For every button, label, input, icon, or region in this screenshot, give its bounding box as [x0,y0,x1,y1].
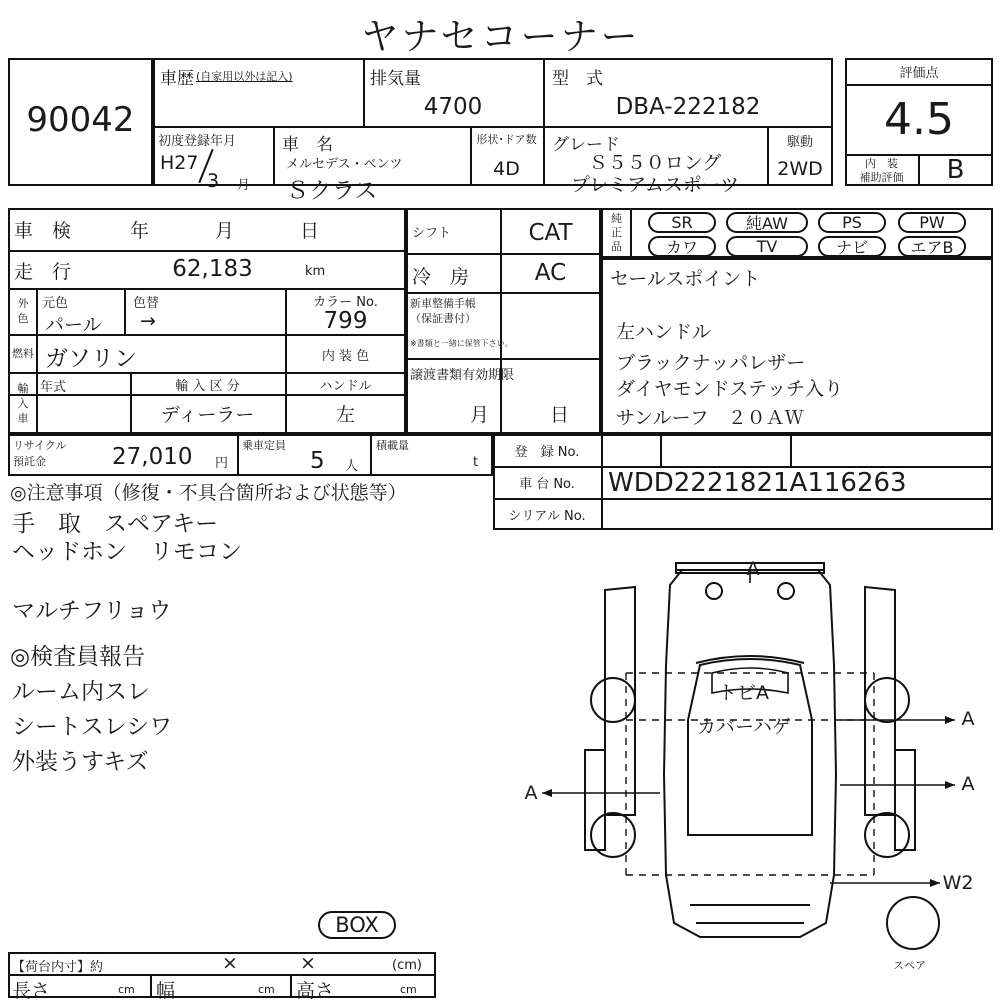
serial-no-label: シリアル No. [508,508,586,524]
first-reg-unit: 月 [237,178,251,193]
diagram-label-tobi-a: トビA [718,682,769,704]
box-badge: BOX [318,911,396,939]
bed-height-cm: cm [400,983,417,996]
grade-value-1: Ｓ５５０ロング [588,151,722,174]
service-booklet-note: ※書類と一緒に保管下さい。 [410,339,513,348]
chassis-no-label: 車 台 No. [519,476,575,492]
caution-title: ◎注意事項（修復・不具合箇所および状態等） [10,482,407,504]
bed-length-cm: cm [118,983,135,996]
caution-line-2: ヘッドホン リモコン [12,539,242,565]
diagram-mark-w2: W2 [942,872,974,894]
body-doors-label: 形状･ドア数 [476,133,537,146]
grade-label: グレード [552,135,620,155]
interior-label-1: 内 装 [865,157,898,170]
diagram-mark-a-top: A [746,558,760,580]
body-doors-value: 4D [493,158,520,180]
car-name-label: 車 名 [282,135,333,155]
spare-label: スペア [893,959,926,972]
bed-mult-2: × [300,952,316,974]
equip-pw[interactable]: PW [898,212,966,233]
mileage-label: 走 行 [14,261,72,283]
import-div-label: 輸 入 区 分 [175,378,240,394]
car-diagram [500,545,1000,965]
diagram-mark-a-left: A [524,782,538,804]
import-year-label: 年式 [40,380,67,395]
equip-leather[interactable]: カワ [648,236,716,257]
bed-height-label: 高さ [296,980,335,1002]
mileage-unit: km [305,264,326,279]
orig-color-value: パール [45,314,102,336]
interior-label-2: 補助評価 [859,171,904,184]
equip-navi[interactable]: ナビ [818,236,886,257]
grade-value-2: プレミアムスポーツ [570,173,740,196]
drive-label: 駆動 [786,134,813,150]
fuel-value: ガソリン [45,346,137,372]
inspection-month: 月 [215,220,235,242]
chassis-no-value: WDD2221821A116263 [608,468,907,498]
report-line-3: 外装うすキズ [12,749,149,775]
shift-label: シフト [412,226,452,241]
inspection-year: 年 [130,220,150,242]
import-label: 輸 入 車 [17,381,29,425]
interior-color-label: 内 装 色 [321,348,370,364]
genuine-parts-label: 純 正 品 [611,212,622,253]
spare-wheel [887,897,939,949]
reg-no-label: 登 録 No. [514,444,580,460]
report-line-2: シートスレシワ [12,714,173,740]
load-label: 積載量 [376,439,409,452]
color-change-label: 色替 [133,296,160,311]
import-div-value: ディーラー [160,403,255,426]
color-no-label: カラー No. [313,294,378,310]
equip-ps[interactable]: PS [818,212,886,233]
report-line-1: ルーム内スレ [12,679,150,705]
transfer-day: 日 [550,404,570,426]
bed-width-cm: cm [258,983,275,996]
equip-aw[interactable]: 純AW [726,212,808,233]
page-title: ヤナセコーナー [361,15,641,58]
sales-point-line-4: サンルーフ ２０ＡＷ [616,407,804,429]
interior-grade-value: B [946,155,965,185]
car-name-value: Ｓクラス [286,178,378,204]
handle-label: ハンドル [319,378,372,394]
lot-number: 90042 [26,100,135,140]
diagram-mark-a-right2: A [961,773,975,795]
equip-tv[interactable]: TV [726,236,808,257]
car-diagram-svg [500,545,1000,965]
recycle-unit: 円 [215,456,229,471]
bed-length-label: 長さ [12,980,51,1002]
model-code-value: DBA-222182 [615,94,761,120]
shift-value: CAT [528,220,573,246]
maker-name: メルセデス・ベンツ [286,157,403,172]
score-value: 4.5 [884,93,954,145]
bed-width-label: 幅 [156,980,176,1002]
displacement-label: 排気量 [370,69,421,89]
score-label: 評価点 [899,65,939,81]
report-title: ◎検査員報告 [10,644,146,670]
recycle-value: 27,010 [112,444,193,470]
displacement-value: 4700 [423,94,483,120]
color-change-value: → [140,310,156,332]
inspection-day: 日 [300,220,320,242]
history-label: 車歴 (自家用以外は記入) [160,68,293,89]
transfer-month: 月 [470,404,490,426]
capacity-unit: 人 [345,459,359,474]
model-code-label: 型 式 [552,69,603,89]
capacity-value: 5 [310,448,325,474]
capacity-label: 乗車定員 [242,439,286,452]
service-booklet-label: 新車整備手帳 （保証書付） [410,297,476,325]
mileage-value: 62,183 [172,256,253,282]
sales-point-line-3: ダイヤモンドステッチ入り [616,378,844,400]
recycle-label: リサイクル 預託金 [13,439,67,468]
caution-line-1: 手 取 スペアキー [12,511,219,537]
bed-label: 【荷台内寸】約 [12,960,104,975]
handle-value: 左 [335,403,355,426]
ac-value: AC [534,260,567,286]
fuel-label: 燃料 [12,347,34,360]
bed-unit: (cm) [392,958,422,973]
equip-airbag[interactable]: エアB [898,236,966,257]
equip-sr[interactable]: SR [648,212,716,233]
load-unit: t [473,455,479,470]
first-reg-year: H27 [160,152,199,174]
first-reg-month: 3 [207,170,220,192]
inspection-label: 車 検 [14,220,72,242]
first-reg-label: 初度登録年月 [158,134,237,149]
sales-point-line-1: 左ハンドル [616,321,712,343]
sales-point-title: セールスポイント [610,268,761,290]
ac-label: 冷 房 [412,266,470,288]
history-note: (自家用以外は記入) [196,70,293,83]
bed-mult-1: × [222,952,238,974]
caution-line-4: マルチフリョウ [12,598,172,624]
exterior-color-label: 外 色 [17,297,29,325]
color-no-value: 799 [323,308,368,334]
diagram-mark-a-right1: A [961,708,975,730]
drive-value: 2WD [777,158,823,180]
diagram-label-cover-hage: カバーハゲ [697,716,792,738]
orig-color-label: 元色 [42,296,69,311]
transfer-doc-label: 譲渡書類有効期限 [410,368,515,383]
sales-point-line-2: ブラックナッパレザー [616,352,806,374]
lot-number-box [8,58,153,186]
